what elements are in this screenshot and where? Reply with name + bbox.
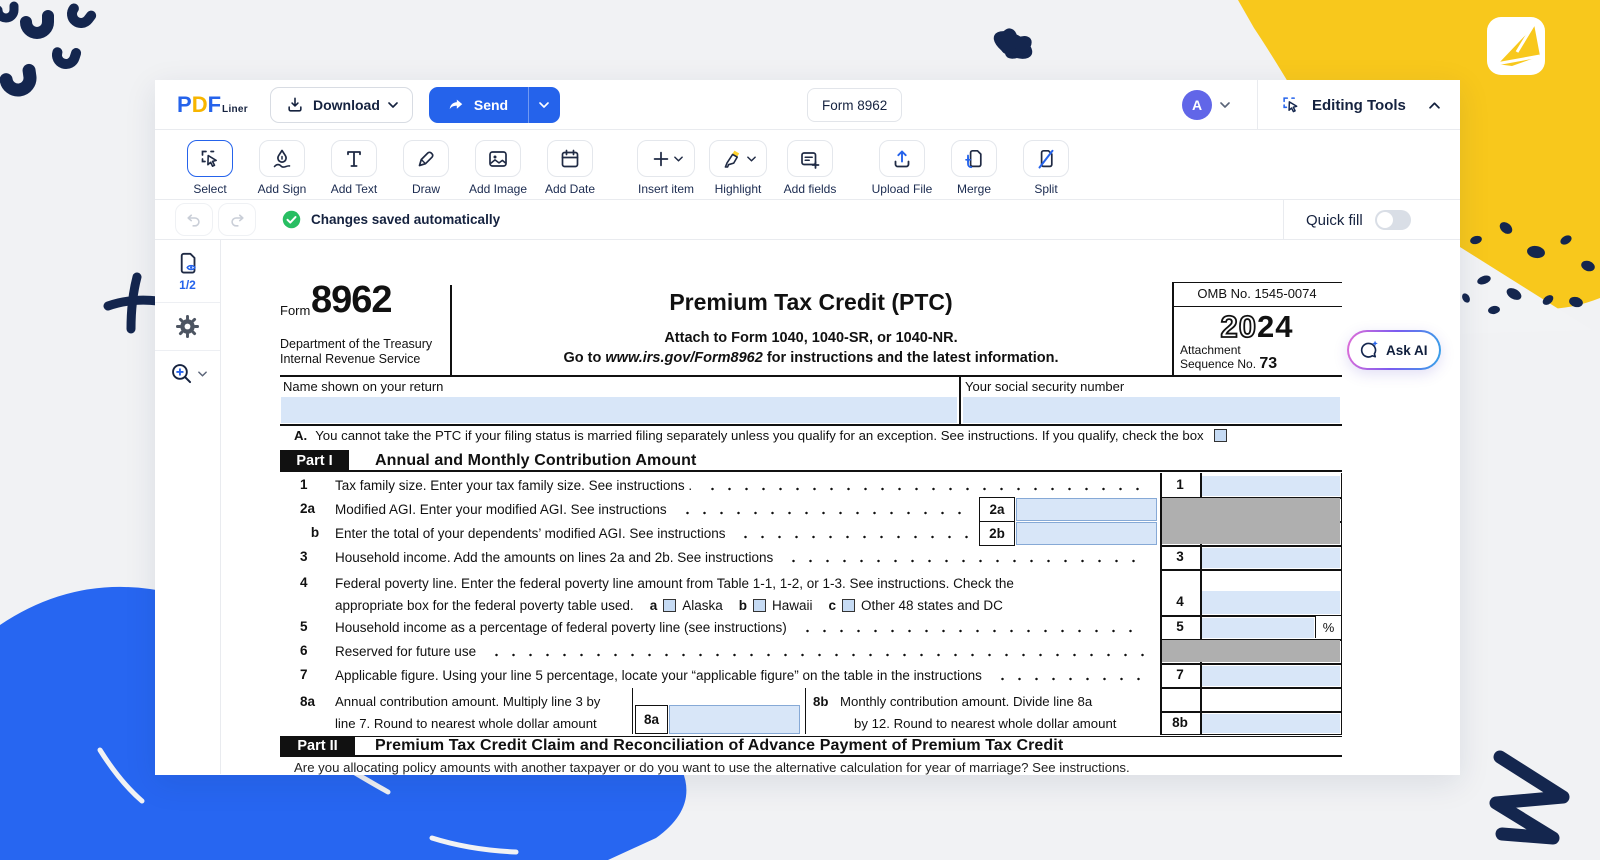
ai-chat-icon xyxy=(1358,339,1380,361)
check-circle-icon xyxy=(282,210,301,229)
agency-lines: Department of the Treasury Internal Revenue Service xyxy=(280,337,433,366)
line4-number: 4 xyxy=(300,575,308,590)
tool-draw[interactable]: Draw xyxy=(395,140,457,196)
logo-letter-d: D xyxy=(191,91,208,117)
download-button[interactable] xyxy=(270,87,413,123)
part1-title: Annual and Monthly Contribution Amount xyxy=(375,451,697,469)
send-options-chevron[interactable] xyxy=(528,87,559,123)
logo-liner: Liner xyxy=(222,103,248,115)
alaska-checkbox[interactable] xyxy=(663,599,676,612)
line7-entry-field[interactable] xyxy=(1202,666,1340,686)
signature-icon xyxy=(270,147,294,171)
split-icon xyxy=(1034,147,1058,171)
ssn-label: Your social security number xyxy=(965,379,1125,394)
part1-header xyxy=(280,451,1342,472)
select-icon xyxy=(198,147,222,171)
merge-icon xyxy=(962,147,986,171)
chevron-down-icon xyxy=(388,102,398,108)
quick-fill-label: Quick fill xyxy=(1306,211,1363,229)
avatar[interactable]: A xyxy=(1182,90,1212,120)
line1-box-number: 1 xyxy=(1176,477,1184,492)
line2a-row: Modified AGI. Enter your modified AGI. See instructions xyxy=(335,497,978,521)
left-sidebar xyxy=(155,240,221,774)
redo-icon xyxy=(227,210,247,230)
plus-icon xyxy=(650,148,672,170)
chevron-up-icon xyxy=(1429,102,1440,109)
line2a-entry-field[interactable] xyxy=(1016,498,1157,521)
status-bar xyxy=(155,200,1460,240)
line8b-box-number: 8b xyxy=(1172,715,1188,730)
line4-option-c: c Other 48 states and DC xyxy=(828,597,1003,613)
part2-header xyxy=(280,736,1342,757)
line5-percent-box: % xyxy=(1315,616,1341,638)
irs-url: www.irs.gov/Form8962 xyxy=(605,350,763,366)
line4-entry-field[interactable] xyxy=(1202,591,1340,614)
chevron-down-icon xyxy=(747,156,756,162)
line4-option-b: b Hawaii xyxy=(738,597,813,613)
chevron-down-icon xyxy=(1220,102,1230,108)
line6-number: 6 xyxy=(300,643,308,658)
form-number: 8962 xyxy=(311,279,392,321)
line8b-text: Monthly contribution amount. Divide line 8a by 12. Round to nearest whole dollar amount xyxy=(840,694,1117,731)
page-preview-icon xyxy=(175,250,201,276)
part2-chip: Part II xyxy=(280,736,355,757)
tax-year: 2024 xyxy=(1220,309,1294,344)
line6-row: Reserved for future use xyxy=(335,639,1150,663)
line5-box-number: 5 xyxy=(1176,619,1184,634)
line3-box-number: 3 xyxy=(1176,549,1184,564)
pdfliner-logo[interactable] xyxy=(177,92,248,118)
line-a-checkbox[interactable] xyxy=(1214,429,1227,442)
omb-number: OMB No. 1545-0074 xyxy=(1197,286,1317,301)
line1-row: Tax family size. Enter your tax family size. See instructions . xyxy=(335,473,1150,497)
line4-box-number: 4 xyxy=(1176,594,1184,609)
redo-button[interactable] xyxy=(218,203,256,236)
name-label: Name shown on your return xyxy=(283,379,444,394)
line4-option-a: a Alaska xyxy=(649,597,723,613)
account-menu[interactable] xyxy=(1182,90,1230,120)
hawaii-checkbox[interactable] xyxy=(753,599,766,612)
upload-icon xyxy=(890,147,914,171)
attach-instruction: Attach to Form 1040, 1040-SR, or 1040-NR. xyxy=(664,330,958,346)
send-label: Send xyxy=(473,96,509,113)
tool-insert-item[interactable]: Insert item xyxy=(635,140,697,196)
line8a-entry-field[interactable] xyxy=(669,705,800,734)
sidebar-item-settings[interactable] xyxy=(155,303,220,351)
line3-number: 3 xyxy=(300,549,308,564)
tool-upload-file[interactable]: Upload File xyxy=(871,140,933,196)
form-fields-icon xyxy=(798,147,822,171)
image-icon xyxy=(486,147,510,171)
app-header xyxy=(155,80,1460,130)
chevron-down-icon xyxy=(674,156,683,162)
zoom-in-icon xyxy=(169,361,194,386)
editing-tools-icon xyxy=(1280,94,1302,116)
line8a-text: Annual contribution amount. Multiply line 3 by line 7. Round to nearest whole dollar amount xyxy=(335,694,601,731)
tool-add-date[interactable]: Add Date xyxy=(539,140,601,196)
sidebar-item-pages[interactable] xyxy=(155,240,220,303)
calendar-icon xyxy=(558,147,582,171)
other-states-checkbox[interactable] xyxy=(842,599,855,612)
send-icon xyxy=(446,95,466,115)
form-8962-document xyxy=(280,277,1342,775)
line4-row-line2: appropriate box for the federal poverty table used. a Alaska b Hawaii c Other 48 states and DC xyxy=(335,597,1003,613)
line7-row: Applicable figure. Using your line 5 percentage, locate your “applicable figure” on the table in the instructions xyxy=(335,663,1150,687)
editing-tools-label: Editing Tools xyxy=(1312,96,1406,114)
line-a-number: A. xyxy=(294,428,308,443)
highlighter-icon xyxy=(721,147,745,171)
line2-reserved-area xyxy=(1162,498,1340,544)
tool-add-sign[interactable]: Add Sign xyxy=(251,140,313,196)
line5-entry-field[interactable] xyxy=(1202,618,1314,638)
part2-title: Premium Tax Credit Claim and Reconciliation of Advance Payment of Premium Tax Credit xyxy=(375,737,1064,754)
line4-row-line1: Federal poverty line. Enter the federal poverty line amount from Table 1-1, 1-2, or 1-3. See instructions. Check the xyxy=(335,575,1014,591)
line6-reserved-area xyxy=(1162,640,1340,662)
logo-letter-f: F xyxy=(207,91,222,117)
tool-split[interactable]: Split xyxy=(1015,140,1077,196)
editing-toolbar xyxy=(155,130,1460,200)
quick-fill-toggle[interactable] xyxy=(1375,210,1411,230)
goto-instruction: Go to www.irs.gov/Form8962 for instructions and the latest information. xyxy=(563,350,1059,366)
line1-entry-field[interactable] xyxy=(1202,476,1340,496)
line7-number: 7 xyxy=(300,667,308,682)
part1-chip: Part I xyxy=(280,450,349,471)
line2b-box-number: 2b xyxy=(979,521,1015,546)
form-title: Premium Tax Credit (PTC) xyxy=(669,289,953,315)
undo-icon xyxy=(184,210,204,230)
line8a-number: 8a xyxy=(300,694,316,709)
line2b-row: Enter the total of your dependents’ modified AGI. See instructions xyxy=(335,521,978,545)
line2a-number: 2a xyxy=(300,501,316,516)
line7-box-number: 7 xyxy=(1176,667,1184,682)
tool-add-fields[interactable]: Add fields xyxy=(779,140,841,196)
tool-highlight[interactable]: Highlight xyxy=(707,140,769,196)
pdfliner-logo-tile xyxy=(1487,17,1545,75)
line-a xyxy=(294,428,1342,443)
pen-icon xyxy=(414,147,438,171)
autosave-status xyxy=(282,210,500,229)
attachment-sequence: Attachment Sequence No. 73 xyxy=(1180,343,1278,372)
line2b-entry-field[interactable] xyxy=(1016,522,1157,545)
download-label: Download xyxy=(312,96,380,113)
sidebar-item-zoom[interactable] xyxy=(155,351,220,396)
line8a-box-number: 8a xyxy=(635,705,668,734)
line8b-number: 8b xyxy=(813,694,829,709)
form-word: Form xyxy=(280,303,311,318)
line3-entry-field[interactable] xyxy=(1202,548,1340,568)
line-a-text: You cannot take the PTC if your filing status is married filing separately unless you qualify for an exception. See instructions. If you qualify, check the box xyxy=(315,428,1204,443)
tool-add-text[interactable]: Add Text xyxy=(323,140,385,196)
gear-icon xyxy=(174,313,201,340)
quick-fill-section xyxy=(1283,200,1460,240)
line9-clipped-text: Are you allocating policy amounts with another taxpayer or do you want to use the alternative calculation for year of marriage? See instructions. xyxy=(294,760,1130,775)
tool-add-image[interactable]: Add Image xyxy=(467,140,529,196)
name-input-field[interactable] xyxy=(281,397,957,423)
ask-ai-label: Ask AI xyxy=(1386,342,1428,358)
autosave-message: Changes saved automatically xyxy=(311,212,501,227)
ask-ai-button[interactable] xyxy=(1347,330,1441,370)
tool-select[interactable]: Select xyxy=(179,140,241,196)
undo-button[interactable] xyxy=(175,203,213,236)
line3-row: Household income. Add the amounts on lines 2a and 2b. See instructions xyxy=(335,545,1150,569)
line1-number: 1 xyxy=(300,477,308,492)
download-icon xyxy=(285,95,305,115)
line8b-entry-field[interactable] xyxy=(1202,714,1340,733)
ssn-input-field[interactable] xyxy=(963,397,1340,423)
document-filename[interactable]: Form 8962 xyxy=(807,88,902,122)
page-indicator: 1/2 xyxy=(179,278,196,292)
line2b-number: b xyxy=(310,525,320,540)
line5-row: Household income as a percentage of federal poverty line (see instructions) xyxy=(335,615,1150,639)
chevron-down-icon xyxy=(539,102,549,108)
line5-number: 5 xyxy=(300,619,308,634)
send-button[interactable] xyxy=(429,87,560,123)
pdfliner-app-window xyxy=(155,80,1460,775)
text-icon xyxy=(342,147,366,171)
editing-tools-toggle[interactable] xyxy=(1257,80,1460,130)
logo-letter-p: P xyxy=(177,91,192,117)
chevron-down-icon xyxy=(198,371,207,377)
line2a-box-number: 2a xyxy=(979,497,1015,522)
tool-merge[interactable]: Merge xyxy=(943,140,1005,196)
